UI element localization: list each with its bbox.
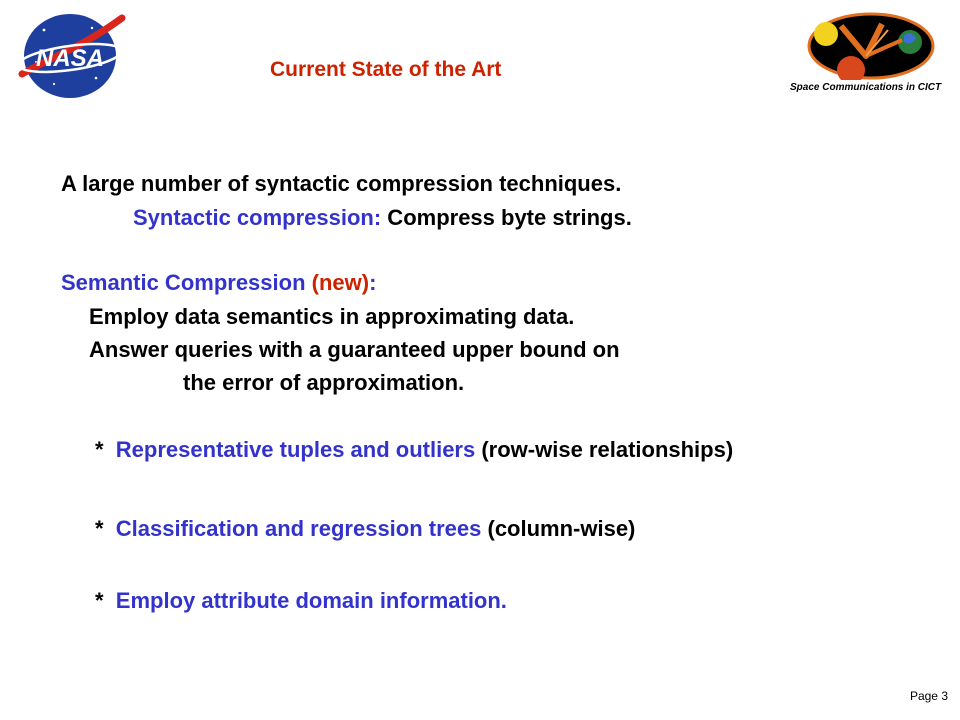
nasa-logo bbox=[14, 8, 126, 100]
bullet-term: Employ attribute domain information. bbox=[115, 588, 507, 613]
bullet-marker: * bbox=[95, 437, 104, 462]
bullet-desc: (column-wise) bbox=[481, 516, 636, 541]
bullet-desc: (row-wise relationships) bbox=[475, 437, 734, 462]
bullet-marker: * bbox=[95, 588, 104, 613]
syntactic-term: Syntactic compression: bbox=[133, 205, 382, 230]
bullet-term: Classification and regression trees bbox=[115, 516, 482, 541]
semantic-line-3: the error of approximation. bbox=[183, 370, 465, 395]
semantic-term: Semantic Compression bbox=[61, 270, 306, 295]
space-communications-logo bbox=[806, 12, 936, 80]
bullet-term: Representative tuples and outliers bbox=[115, 437, 476, 462]
semantic-line-2: Answer queries with a guaranteed upper bound on bbox=[89, 337, 620, 362]
semantic-heading bbox=[61, 270, 376, 296]
mission-logo-caption: Space Communications in CICT bbox=[790, 82, 942, 93]
intro-text: A large number of syntactic compression techniques. bbox=[61, 171, 622, 196]
list-item bbox=[95, 516, 635, 542]
page-title: Current State of the Art bbox=[270, 58, 502, 81]
bullet-marker: * bbox=[95, 516, 104, 541]
list-item bbox=[95, 437, 733, 463]
list-item bbox=[95, 588, 507, 614]
page-number: Page 3 bbox=[909, 689, 948, 703]
semantic-colon: : bbox=[369, 270, 377, 295]
semantic-line-1: Employ data semantics in approximating data. bbox=[89, 304, 575, 329]
semantic-new-tag: (new) bbox=[305, 270, 370, 295]
nasa-logo-text: NASA bbox=[35, 45, 105, 72]
syntactic-desc: Compress byte strings. bbox=[381, 205, 632, 230]
syntactic-line bbox=[133, 205, 632, 231]
intro-line bbox=[61, 171, 621, 197]
